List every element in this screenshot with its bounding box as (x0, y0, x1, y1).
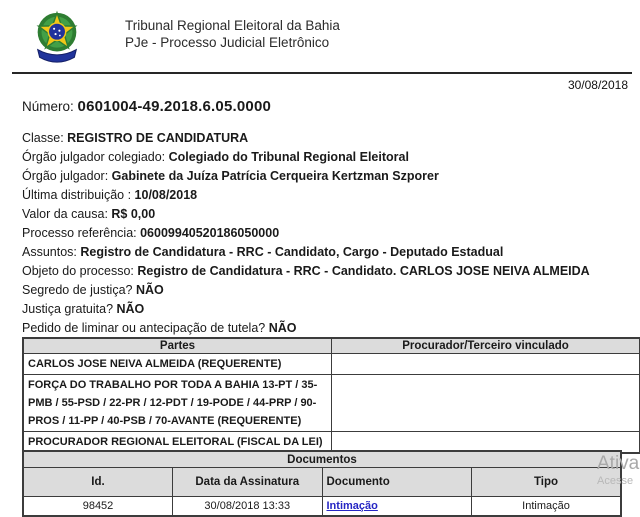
document-id-cell: 98452 (23, 497, 173, 517)
coat-of-arms-logo (28, 6, 86, 68)
field-orgao-julgador: Órgão julgador: Gabinete da Juíza Patrícia Cerqueira Kertzman Szporer (22, 167, 622, 186)
field-pedido-liminar: Pedido de liminar ou antecipação de tutela? NÃO (22, 319, 622, 338)
documentos-title-row (23, 451, 621, 468)
document-link[interactable]: Intimação (327, 500, 378, 512)
table-row (23, 375, 640, 432)
watermark-line2: Acesse (597, 475, 639, 488)
app-header (125, 17, 340, 51)
documentos-title: Documentos (23, 451, 621, 468)
field-assuntos: Assuntos: Registro de Candidatura - RRC - Candidato, Cargo - Deputado Estadual (22, 243, 622, 262)
watermark-line1: Ativa (597, 453, 639, 475)
field-classe: Classe: REGISTRO DE CANDIDATURA (22, 129, 622, 148)
documentos-header-row (23, 468, 621, 497)
partes-table (22, 337, 640, 454)
data-assinatura-header: Data da Assinatura (173, 468, 323, 497)
org-title: Tribunal Regional Eleitoral da Bahia (125, 17, 340, 34)
brazil-republic-emblem-icon (28, 6, 86, 68)
document-tipo-cell: Intimação (472, 497, 622, 517)
field-justica-gratuita: Justiça gratuita? NÃO (22, 300, 622, 319)
table-row (23, 354, 640, 375)
header-divider (12, 72, 632, 74)
document-date-cell: 30/08/2018 13:33 (173, 497, 323, 517)
field-ultima-distribuicao: Última distribuição : 10/08/2018 (22, 186, 622, 205)
parte-cell: CARLOS JOSE NEIVA ALMEIDA (REQUERENTE) (23, 354, 332, 375)
field-processo-referencia: Processo referência: 06009940520186050000 (22, 224, 622, 243)
partes-header: Partes (23, 338, 332, 354)
procurador-header: Procurador/Terceiro vinculado (332, 338, 640, 354)
document-date: 30/08/2018 (400, 78, 628, 92)
procurador-cell (332, 354, 640, 375)
documentos-table (22, 450, 622, 517)
documento-header: Documento (322, 468, 472, 497)
field-objeto-processo: Objeto do processo: Registro de Candidatura - RRC - Candidato. CARLOS JOSE NEIVA ALMEIDA (22, 262, 622, 281)
process-details (22, 129, 622, 338)
parte-cell: FORÇA DO TRABALHO POR TODA A BAHIA 13-PT / 35-PMB / 55-PSD / 22-PR / 12-PDT / 19-PODE / 44-PRP / 90-PROS / 11-PP / 40-PSB / 70-AVANTE (REQUERENTE) (23, 375, 332, 432)
document-cell (322, 497, 472, 517)
tipo-header: Tipo (472, 468, 622, 497)
field-segredo-justica: Segredo de justiça? NÃO (22, 281, 622, 300)
process-number-label: Número: (22, 99, 78, 114)
process-number-value: 0601004-49.2018.6.05.0000 (78, 98, 272, 115)
field-valor-causa: Valor da causa: R$ 0,00 (22, 205, 622, 224)
procurador-cell (332, 375, 640, 432)
parte-cell: PROCURADOR REGIONAL ELEITORAL (FISCAL DA LEI) (23, 432, 332, 454)
process-number-line (22, 98, 271, 115)
id-header: Id. (23, 468, 173, 497)
table-row (23, 497, 621, 517)
system-title: PJe - Processo Judicial Eletrônico (125, 34, 340, 51)
field-orgao-colegiado: Órgão julgador colegiado: Colegiado do Tribunal Regional Eleitoral (22, 148, 622, 167)
partes-header-row (23, 338, 640, 354)
